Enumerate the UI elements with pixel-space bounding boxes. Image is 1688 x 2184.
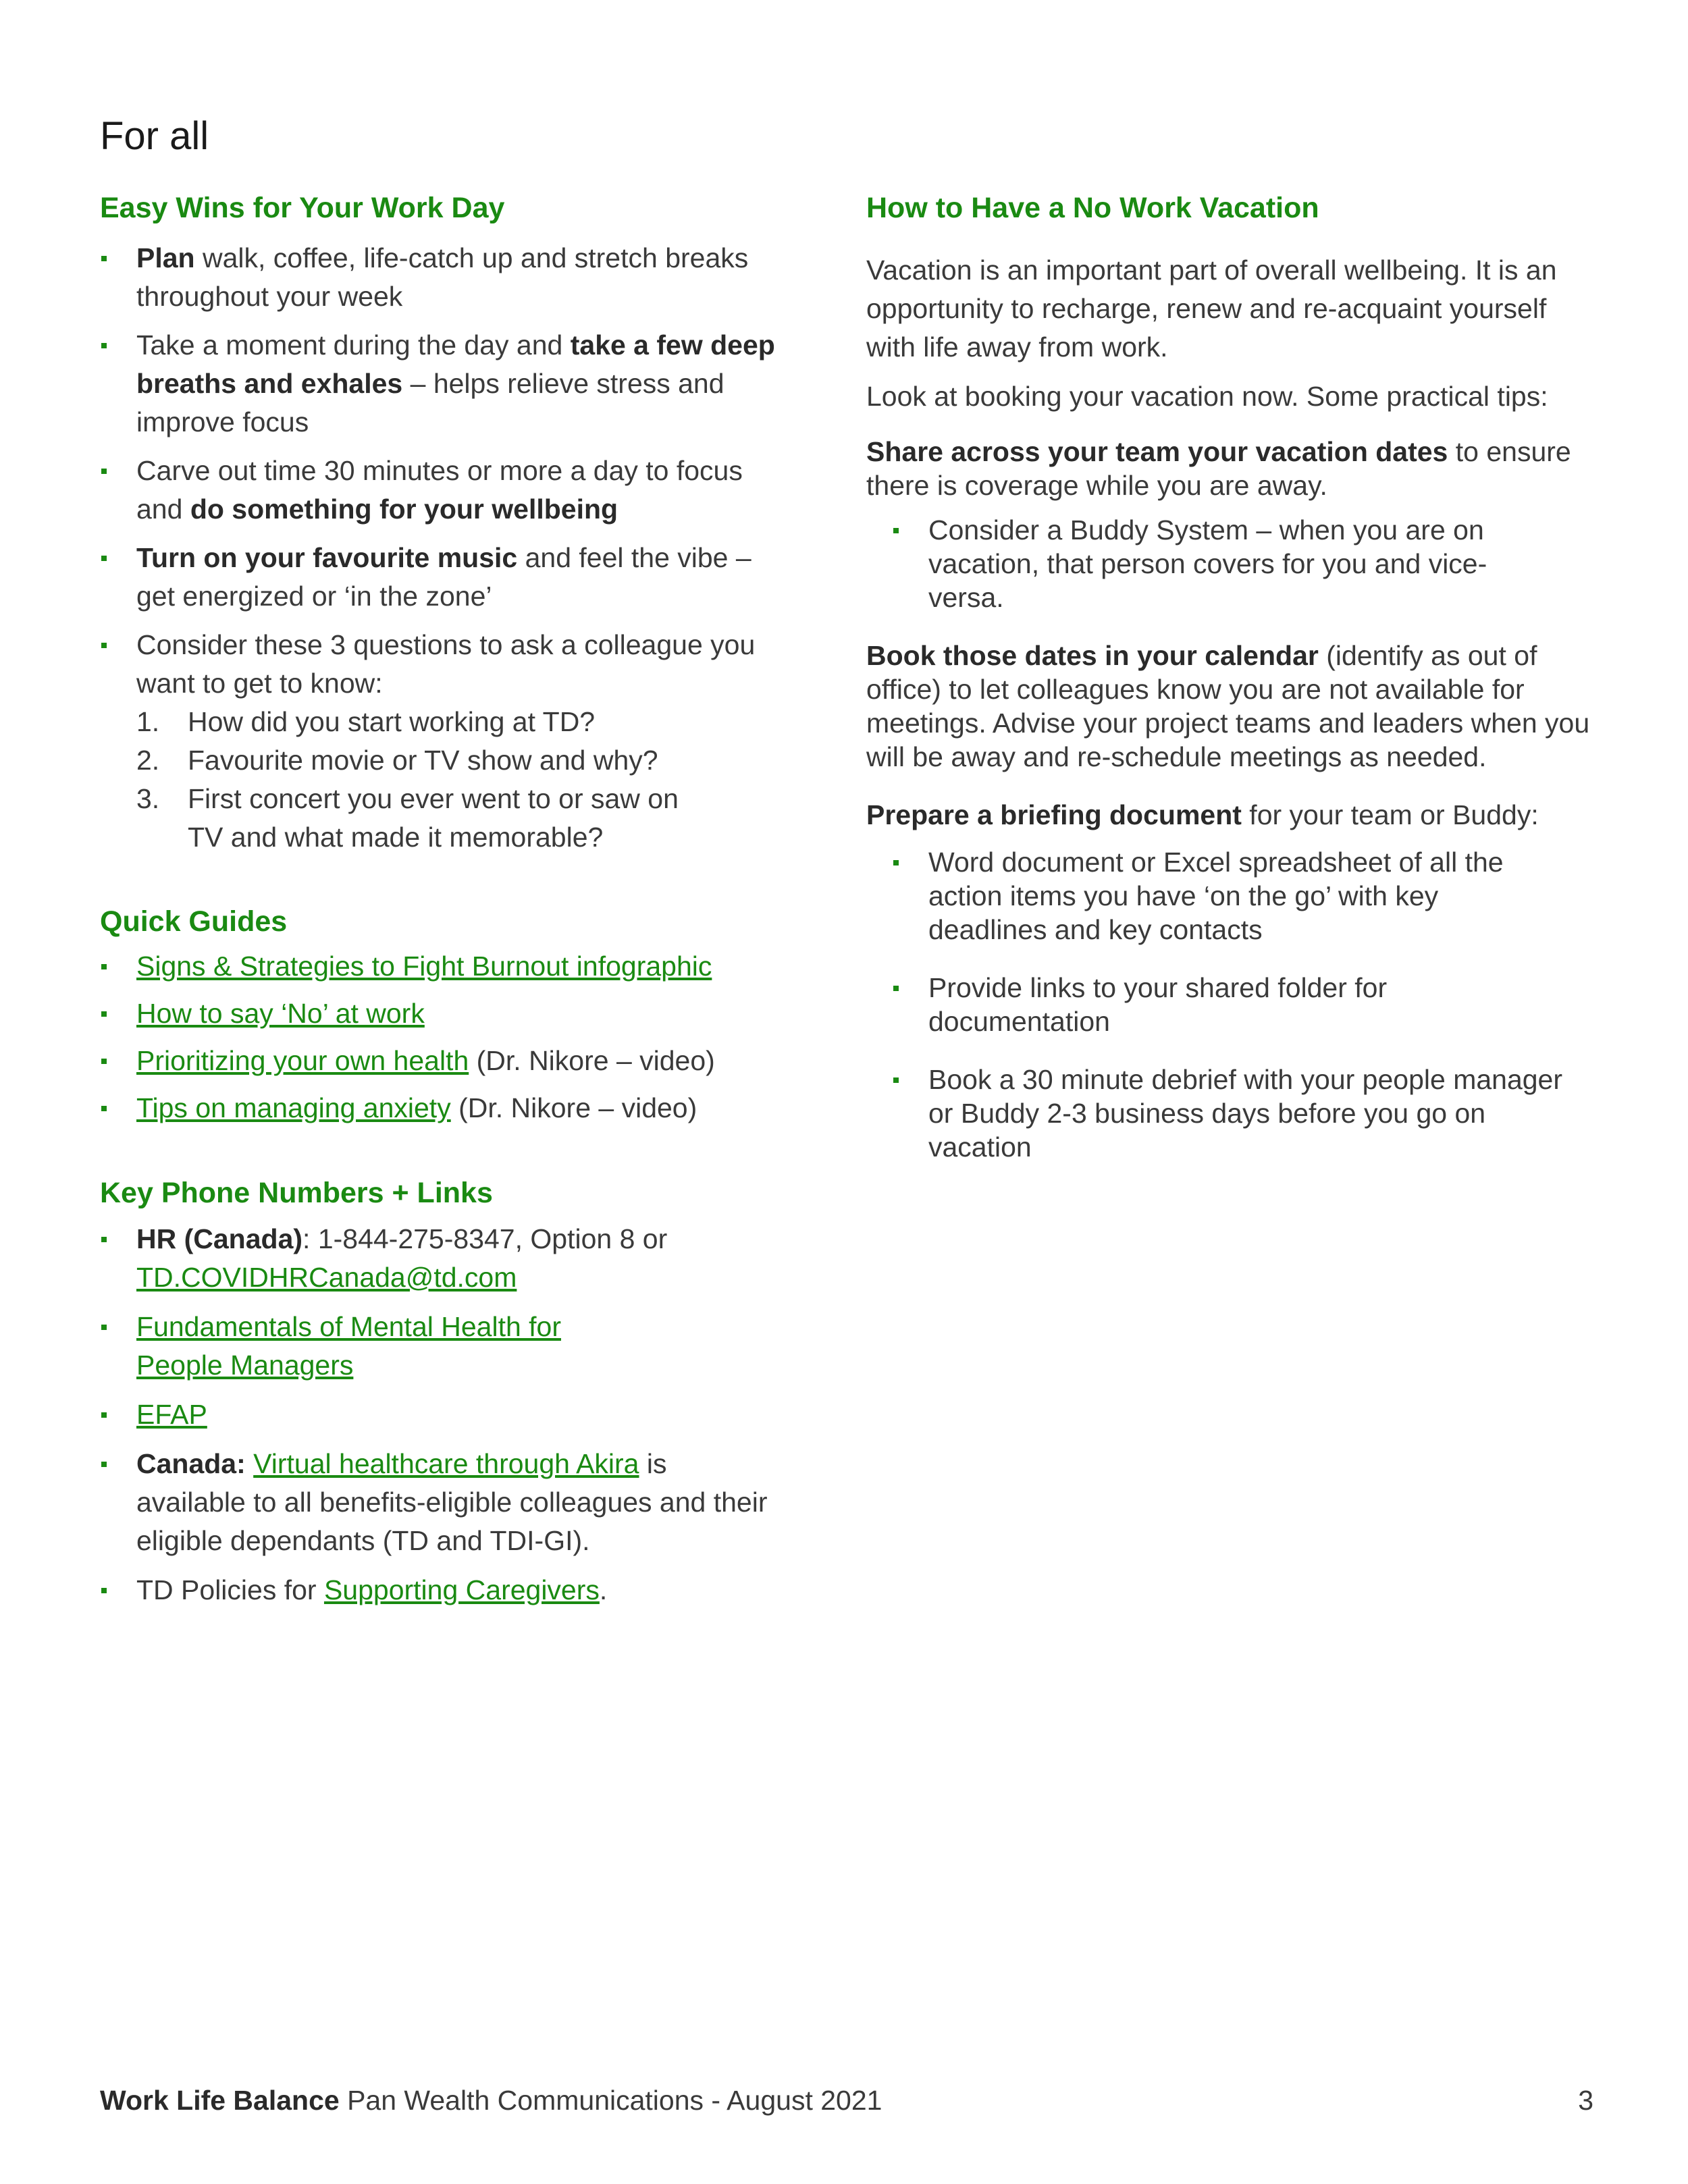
- list-item: Canada: Virtual healthcare through Akira is available to all benefits-eligible colleagues and their eligible dependants (TD and TDI-GI).: [100, 1445, 775, 1560]
- prepare-paragraph: Prepare a briefing document for your team or Buddy:: [866, 799, 1539, 830]
- fundamentals-mental-health-link[interactable]: Fundamentals of Mental Health for People Managers: [136, 1311, 561, 1381]
- list-item: [100, 994, 775, 1033]
- book-paragraph: Book those dates in your calendar (identify as out of office) to let colleagues know you are not available for meetings. Advise your project teams and leaders when you will be away and re-schedule meetings as needed.: [866, 640, 1590, 772]
- list-item: [100, 947, 775, 986]
- list-item: Word document or Excel spreadsheet of all the action items you have ‘on the go’ with key deadlines and key contacts: [866, 845, 1536, 947]
- supporting-caregivers-link[interactable]: Supporting Caregivers: [323, 1574, 600, 1605]
- footer-text: Work Life Balance Pan Wealth Communications - August 2021: [100, 2085, 882, 2116]
- list-item: Provide links to your shared folder for documentation: [866, 971, 1442, 1038]
- list-item: HR (Canada): 1-844-275-8347, Option 8 or TD.COVIDHRCanada@td.com: [100, 1220, 744, 1297]
- easy-wins-heading: Easy Wins for Your Work Day: [100, 192, 505, 224]
- list-item: Tips on managing anxiety (Dr. Nikore – video): [100, 1089, 775, 1127]
- list-item: Take a moment during the day and take a few deep breaths and exhales – helps relieve stress and improve focus: [100, 326, 775, 442]
- list-item: Prioritizing your own health (Dr. Nikore – video): [100, 1042, 775, 1080]
- prepare-list: [866, 845, 1602, 1164]
- easy-wins-list: [100, 239, 775, 703]
- page-title: For all: [100, 114, 209, 158]
- key-numbers-heading: Key Phone Numbers + Links: [100, 1177, 493, 1209]
- quick-guides-heading: Quick Guides: [100, 905, 288, 938]
- say-no-link[interactable]: How to say ‘No’ at work: [136, 998, 425, 1029]
- list-item: Plan walk, coffee, life-catch up and stretch breaks throughout your week: [100, 239, 775, 316]
- question-item: 3. First concert you ever went to or saw on TV and what made it memorable?: [136, 783, 679, 853]
- list-item: [100, 1308, 623, 1385]
- efap-link[interactable]: EFAP: [136, 1399, 207, 1430]
- tips-intro: Look at booking your vacation now. Some practical tips:: [866, 381, 1548, 412]
- list-item: [100, 1395, 775, 1434]
- share-paragraph: Share across your team your vacation dates to ensure there is coverage while you are away.: [866, 436, 1571, 501]
- list-item: TD Policies for Supporting Caregivers.: [100, 1571, 775, 1609]
- page-number: 3: [1578, 2085, 1593, 2116]
- vacation-heading: How to Have a No Work Vacation: [866, 192, 1319, 224]
- vacation-intro: Vacation is an important part of overall wellbeing. It is an opportunity to recharge, renew and re-acquaint yourself with life away from work.: [866, 255, 1557, 363]
- right-column: [866, 190, 1602, 1164]
- left-column: [100, 190, 775, 1620]
- question-item: 1. How did you start working at TD?: [136, 706, 596, 737]
- prioritizing-health-link[interactable]: Prioritizing your own health: [136, 1045, 469, 1076]
- hr-email-link[interactable]: TD.COVIDHRCanada@td.com: [136, 1262, 517, 1293]
- list-item: Book a 30 minute debrief with your people manager or Buddy 2-3 business days before you go on vacation: [866, 1063, 1577, 1164]
- share-list: [866, 513, 1602, 614]
- managing-anxiety-link[interactable]: Tips on managing anxiety: [136, 1092, 451, 1123]
- quick-guides-list: [100, 947, 775, 1127]
- list-item: Turn on your favourite music and feel the vibe – get energized or ‘in the zone’: [100, 539, 775, 616]
- key-numbers-list: [100, 1220, 775, 1609]
- akira-link[interactable]: Virtual healthcare through Akira: [253, 1448, 639, 1479]
- question-item: 2. Favourite movie or TV show and why?: [136, 745, 658, 776]
- questions-list: [100, 703, 775, 857]
- list-item: Consider a Buddy System – when you are on vacation, that person covers for you and vice-versa.: [866, 513, 1509, 614]
- burnout-infographic-link[interactable]: Signs & Strategies to Fight Burnout infographic: [136, 951, 712, 982]
- footer: [100, 2085, 1593, 2116]
- list-item: Carve out time 30 minutes or more a day to focus and do something for your wellbeing: [100, 452, 775, 529]
- list-item: Consider these 3 questions to ask a colleague you want to get to know:: [100, 626, 775, 703]
